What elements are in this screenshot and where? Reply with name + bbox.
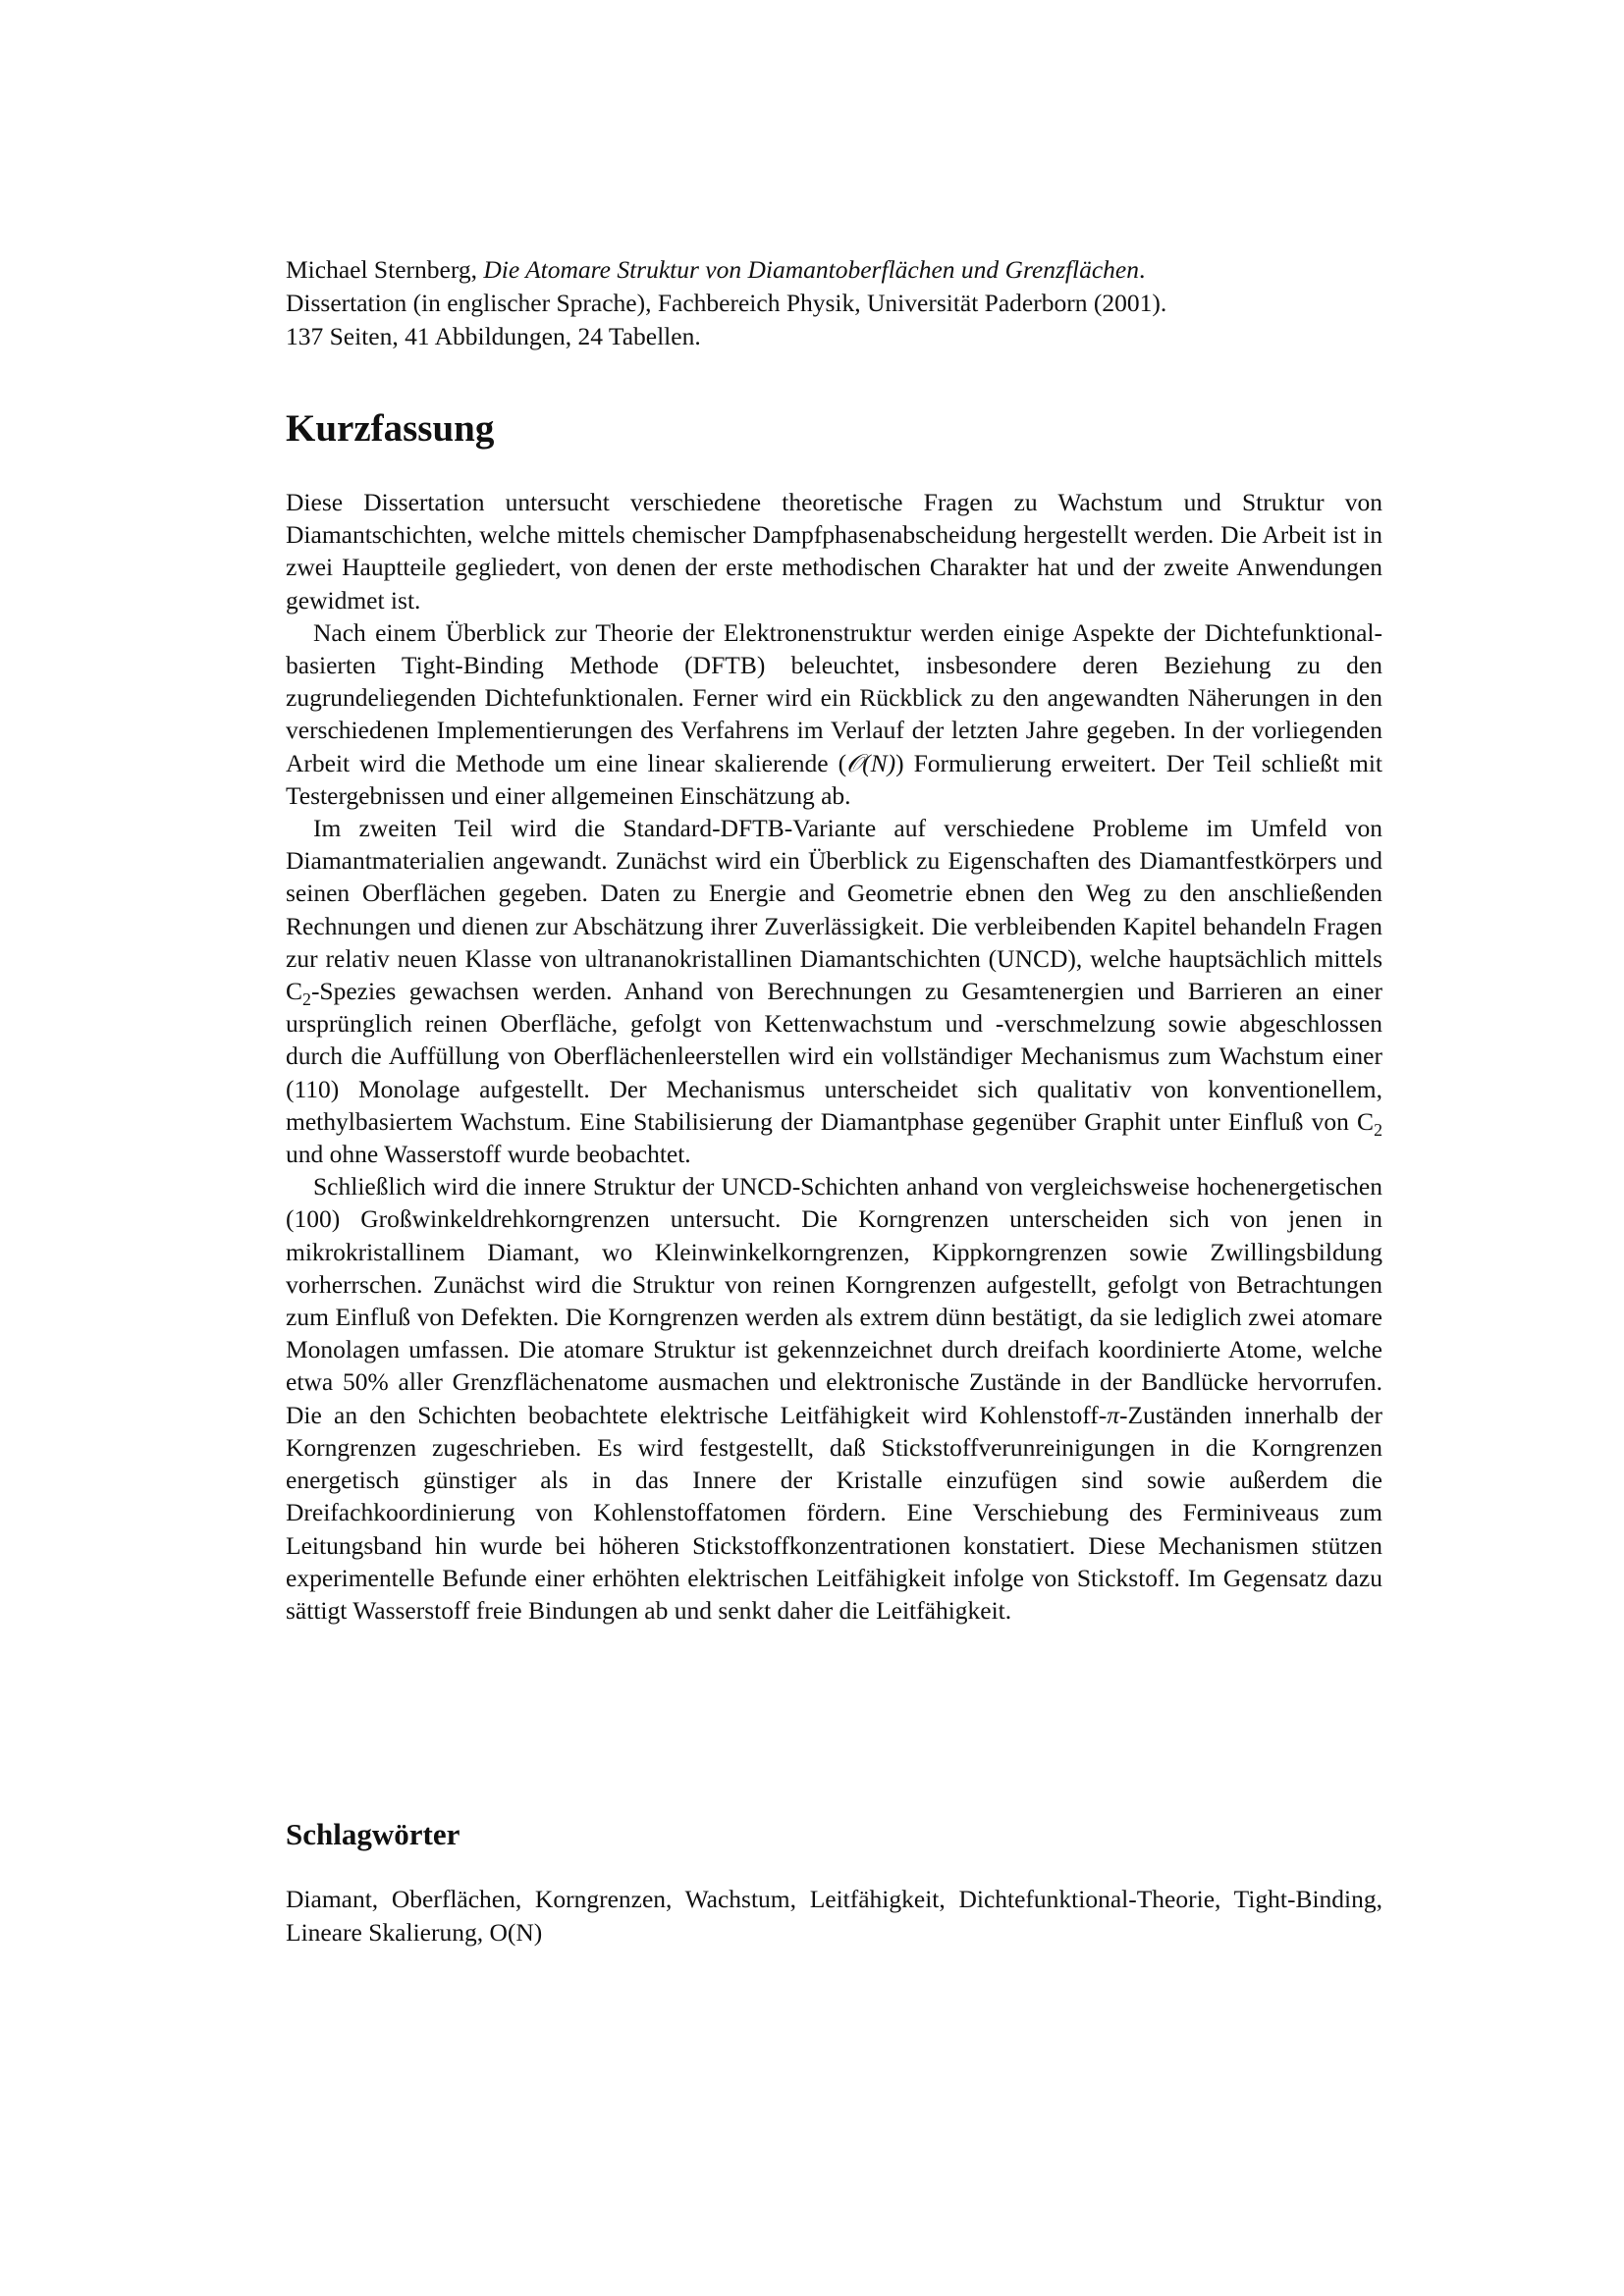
abstract-heading: Kurzfassung (286, 407, 495, 450)
citation-title-end: . (1138, 255, 1146, 284)
abstract-paragraph-3-part-b: -Spezies gewachsen werden. Anhand von Berechnungen zu Gesamtenergien und Barrieren an einer ursprünglich reinen Oberfläche, gefolgt von Kettenwachstum und -verschmelzung sowie abgeschlossen durch die Auffüllung von Oberflächenleerstellen wird ein vollständiger Mechanismus zum Wachstum einer (110) Monolage aufgestellt. Der Mechanismus unterscheidet sich qualitativ von konventionellem, methylbasiertem Wachstum. Eine Stabilisierung der Diamantphase gegenüber Graphit unter Einfluß von C (286, 977, 1382, 1136)
pi-symbol: π (1107, 1400, 1120, 1429)
abstract-paragraph-4 (286, 1170, 1382, 1627)
subscript-c2-second: 2 (1374, 1119, 1382, 1140)
citation-title: Die Atomare Struktur von Diamantoberflächen und Grenzflächen (483, 255, 1139, 284)
citation-line-2: Dissertation (in englischer Sprache), Fachbereich Physik, Universität Paderborn (2001). (286, 289, 1167, 317)
abstract-body (286, 486, 1382, 1627)
abstract-paragraph-3-part-c: und ohne Wasserstoff wurde beobachtet. (286, 1140, 691, 1169)
abstract-paragraph-4-part-b: -Zuständen innerhalb der Korngrenzen zugeschrieben. Es wird festgestellt, daß Stickstoffverunreinigungen in die Korngrenzen energetisch günstiger als in das Innere der Kristalle einzufügen sind sowie außerdem die Dreifachkoordinierung von Kohlenstoffatomen fördern. Eine Verschiebung des Ferminiveaus zum Leitungsband hin wurde bei höheren Stickstoffkonzentrationen konstatiert. Diese Mechanismen stützen experimentelle Befunde einer erhöhten elektrischen Leitfähigkeit infolge von Stickstoff. Im Gegensatz dazu sättigt Wasserstoff freie Bindungen ab und senkt daher die Leitfähigkeit. (286, 1400, 1382, 1625)
citation-author: Michael Sternberg, (286, 255, 477, 284)
abstract-paragraph-1: Diese Dissertation untersucht verschiedene theoretische Fragen zu Wachstum und Struktur von Diamantschichten, welche mittels chemischer Dampfphasenabscheidung hergestellt werden. Die Arbeit ist in zwei Hauptteile gegliedert, von denen der erste methodischen Charakter hat und der zweite Anwendungen gewidmet ist. (286, 488, 1382, 614)
abstract-paragraph-2-part-b: ) Formulierung erweitert. Der Teil schließt mit Testergebnissen und einer allgemeinen Einschätzung ab. (286, 748, 1383, 810)
abstract-paragraph-3-part-a: Im zweiten Teil wird die Standard-DFTB-Variante auf verschiedene Probleme im Umfeld von Diamantmaterialien angewandt. Zunächst wird ein Überblick zu Eigenschaften des Diamantfestkörpers und seinen Oberflächen gegeben. Daten zu Energie and Geometrie ebnen den Weg zu den anschließenden Rechnungen und dienen zur Abschätzung ihrer Zuverlässigkeit. Die verbleibenden Kapitel behandeln Fragen zur relativ neuen Klasse von ultrananokristallinen Diamantschichten (UNCD), welche hauptsächlich mittels C (286, 814, 1382, 1006)
abstract-paragraph-2-part-a: Nach einem Überblick zur Theorie der Elektronenstruktur werden einige Aspekte der Dichtefunktional-basierten Tight-Binding Methode (DFTB) beleuchtet, insbesondere deren Beziehung zu den zugrundeliegenden Dichtefunktionalen. Ferner wird ein Rückblick zu den angewandten Näherungen in den verschiedenen Implementierungen des Verfahrens im Verlauf der letzten Jahre gegeben. In der vorliegenden Arbeit wird die Methode um eine linear skalierende ( (286, 617, 1382, 777)
abstract-paragraph-2 (286, 616, 1382, 812)
page-content (286, 253, 1383, 1947)
citation-line-3: 137 Seiten, 41 Abbildungen, 24 Tabellen. (286, 322, 701, 350)
abstract-paragraph-4-part-a: Schließlich wird die innere Struktur der UNCD-Schichten anhand von vergleichsweise hochenergetischen (100) Großwinkeldrehkorngrenzen untersucht. Die Korngrenzen unterscheiden sich von jenen in mikrokristallinem Diamant, wo Kleinwinkelkorngrenzen, Kippkorngrenzen sowie Zwillingsbildung vorherrschen. Zunächst wird die Struktur von reinen Korngrenzen aufgestellt, gefolgt von Betrachtungen zum Einfluß von Defekten. Die Korngrenzen werden als extrem dünn bestätigt, da sie lediglich zwei atomare Monolagen umfassen. Die atomare Struktur ist gekennzeichnet durch dreifach koordinierte Atome, welche etwa 50% aller Grenzflächenatome ausmachen und elektronische Zustände in der Bandlücke hervorrufen. Die an den Schichten beobachtete elektrische Leitfähigkeit wird Kohlenstoff- (286, 1172, 1382, 1429)
keywords-heading: Schlagwörter (286, 1817, 460, 1851)
big-o-notation: 𝒪(N) (846, 748, 896, 777)
citation-block (286, 253, 1382, 353)
citation-line-1 (286, 253, 1382, 287)
keywords-list: Diamant, Oberflächen, Korngrenzen, Wachstum, Leitfähigkeit, Dichtefunktional-Theorie, Tight-Binding, Lineare Skalierung, O(N) (286, 1885, 1382, 1947)
abstract-paragraph-3 (286, 812, 1382, 1170)
subscript-c2-first: 2 (302, 989, 311, 1010)
